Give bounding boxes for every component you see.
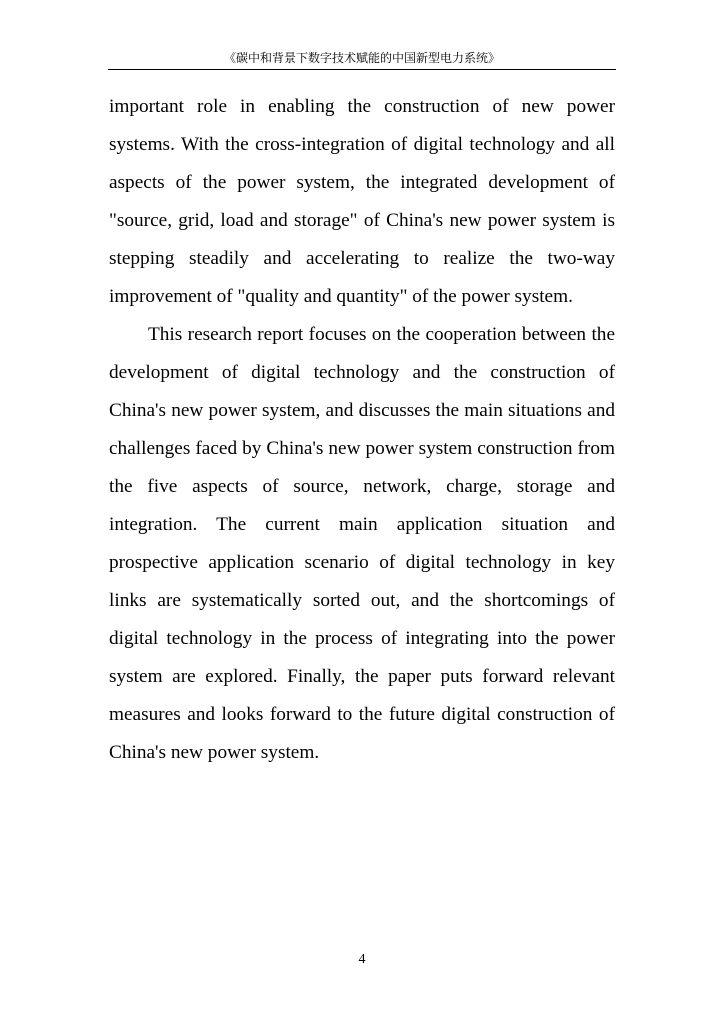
header-divider xyxy=(108,69,616,70)
paragraph-research-summary: This research report focuses on the cooperation between the development of digital technology and the construction of China's new power system, and discusses the main situations and challenges faced by China's new power system construction from the five aspects of source, network, charge, storage and integration. The current main application situation and prospective application scenario of digital technology in key links are systematically sorted out, and the shortcomings of digital technology in the process of integrating into the power system are explored. Finally, the paper puts forward relevant measures and looks forward to the future digital construction of China's new power system. xyxy=(109,324,615,763)
page-number: 4 xyxy=(358,952,366,967)
paragraph-continuation: important role in enabling the construction of new power systems. With the cross-integration of digital technology and all aspects of the power system, the integrated development of "source, grid, load and storage" of China's new power system is stepping steadily and accelerating to realize the two-way improvement of "quality and quantity" of the power system. xyxy=(109,96,615,307)
running-header-title: 《碳中和背景下数字技术赋能的中国新型电力系统》 xyxy=(223,51,500,65)
body-text xyxy=(109,88,615,772)
